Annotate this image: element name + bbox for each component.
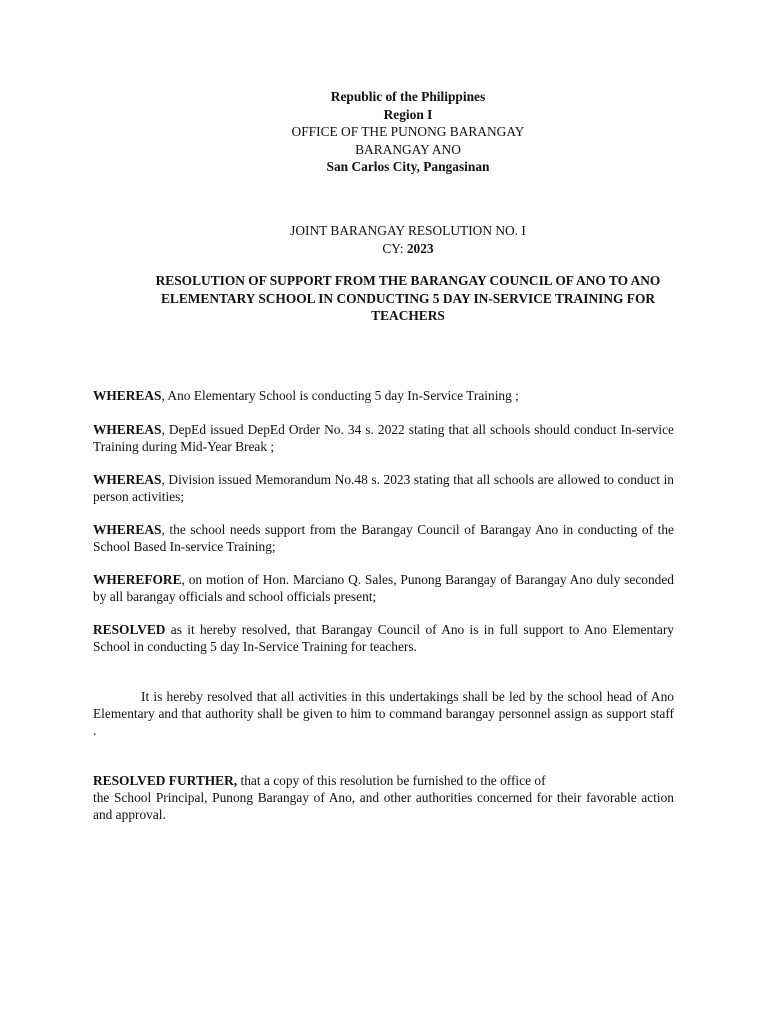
resolution-cy	[0, 240, 768, 258]
resolved-further	[93, 772, 674, 823]
header-barangay: BARANGAY ANO	[355, 141, 461, 157]
clause-text: , on motion of Hon. Marciano Q. Sales, Punong Barangay of Barangay Ano duly seconded by all barangay officials and school officials present;	[93, 572, 674, 604]
cy-value: 2023	[406, 240, 434, 256]
cy-label: CY:	[382, 240, 404, 256]
clause-keyword: RESOLVED FURTHER,	[93, 773, 238, 788]
resolution-title	[0, 222, 768, 257]
header-office: OFFICE OF THE PUNONG BARANGAY	[291, 124, 525, 139]
clause-3	[93, 471, 674, 505]
clause-text: , Division issued Memorandum No.48 s. 2023 stating that all schools are allowed to conduct in person activities;	[93, 472, 674, 504]
letterhead	[0, 88, 768, 176]
clause-keyword: WHEREAS	[93, 522, 162, 537]
clause-6	[93, 621, 674, 655]
clause-text: that a copy of this resolution be furnished to the office of	[237, 773, 546, 788]
clause-text-rest: the School Principal, Punong Barangay of Ano, and other authorities concerned for their favorable action and approval.	[93, 790, 674, 822]
clause-1	[93, 387, 674, 404]
header-city: San Carlos City, Pangasinan	[326, 159, 490, 174]
clause-keyword: WHEREAS	[93, 422, 162, 437]
resolution-subject: RESOLUTION OF SUPPORT FROM THE BARANGAY COUNCIL OF ANO TO ANO ELEMENTARY SCHOOL IN CONDUCTING 5 DAY IN-SERVICE TRAINING FOR TEACHERS	[155, 273, 661, 323]
clause-4	[93, 521, 674, 555]
clause-2	[93, 421, 674, 455]
clause-text: , DepEd issued DepEd Order No. 34 s. 2022 stating that all schools should conduct In-service Training during Mid-Year Break ;	[93, 422, 674, 454]
header-region: Region I	[383, 106, 433, 122]
clause-5	[93, 571, 674, 605]
clause-keyword: WHEREAS	[93, 388, 162, 403]
clause-keyword: WHEREFORE	[93, 572, 182, 587]
resolution-body	[93, 387, 674, 823]
clause-keyword: WHEREAS	[93, 472, 162, 487]
clause-keyword: RESOLVED	[93, 622, 166, 637]
clause-text: as it hereby resolved, that Barangay Council of Ano is in full support to Ano Elementary School in conducting 5 day In-Service Training for teachers.	[93, 622, 674, 654]
resolved-paragraph: It is hereby resolved that all activities in this undertakings shall be led by the school head of Ano Elementary and that authority shall be given to him to command barangay personnel assign as support staff .	[93, 689, 674, 738]
clause-text: , the school needs support from the Barangay Council of Barangay Ano in conducting of the School Based In-service Training;	[93, 522, 674, 554]
header-country: Republic of the Philippines	[330, 89, 486, 104]
clause-text: , Ano Elementary School is conducting 5 day In-Service Training ;	[161, 388, 519, 403]
resolution-number: JOINT BARANGAY RESOLUTION NO. I	[290, 223, 526, 238]
